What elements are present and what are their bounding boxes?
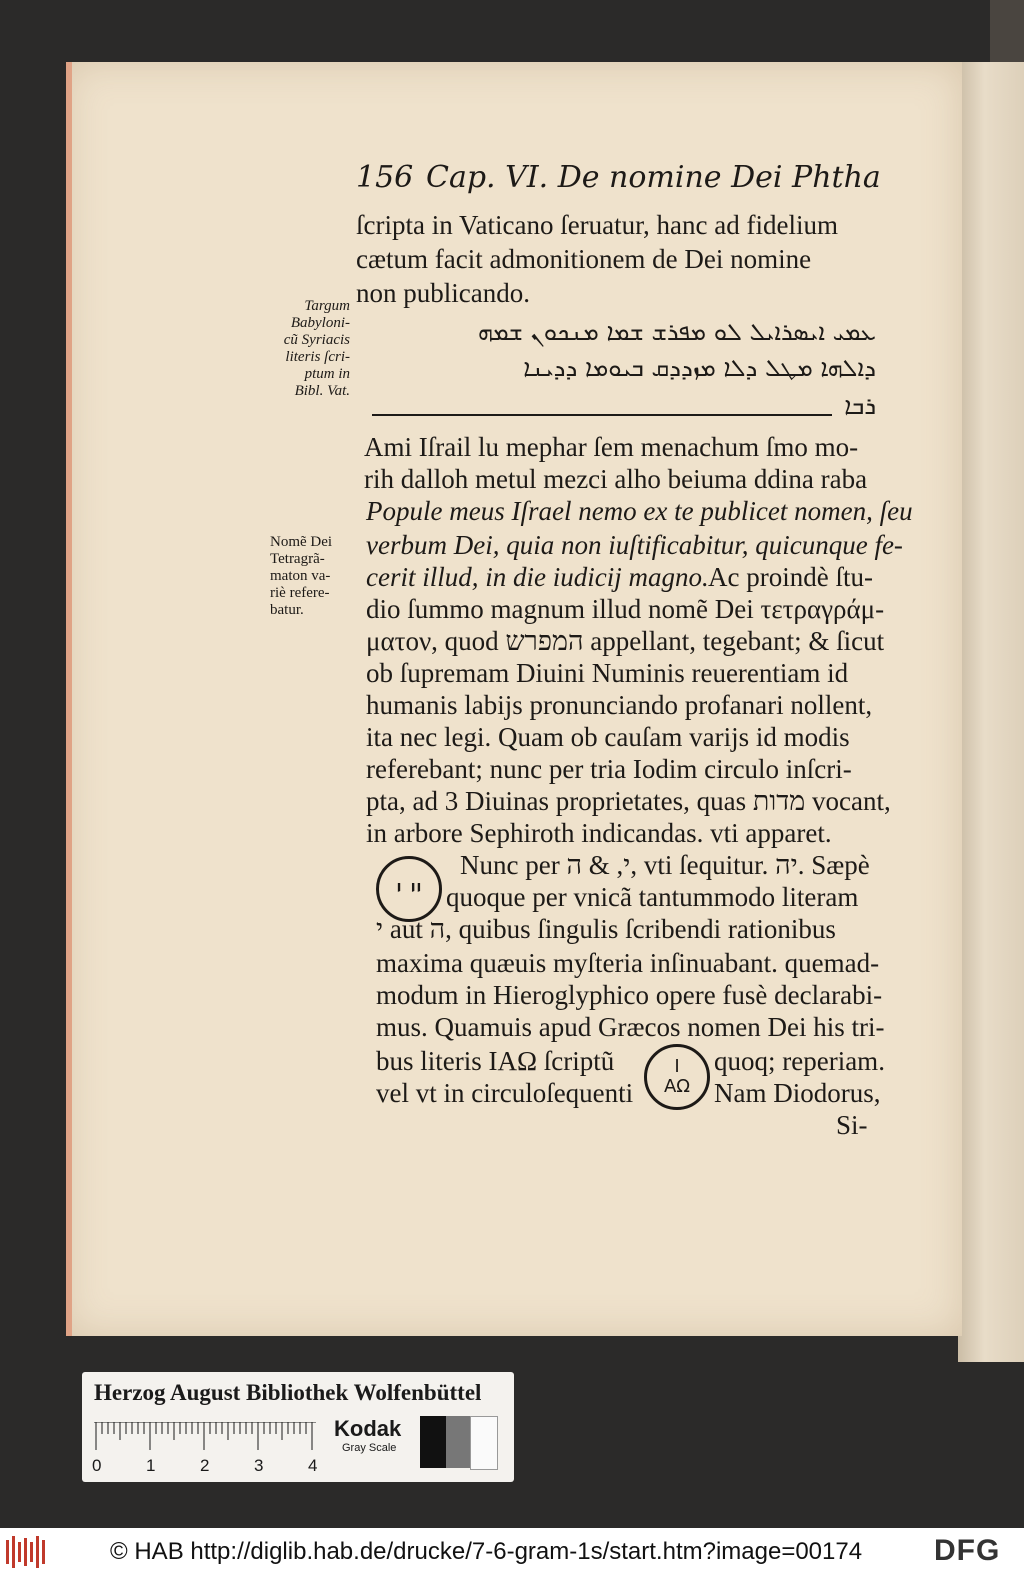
adjacent-page-edge — [958, 62, 1024, 1362]
page-edge-tint — [66, 62, 72, 1336]
text-line: י aut ה, quibus ſingulis ſcribendi rationibus — [376, 914, 836, 944]
ruler-scale-icon — [94, 1422, 316, 1452]
text-line: quoq; reperiam. — [714, 1046, 885, 1076]
text-line: ita nec legi. Quam ob cauſam varijs id modis — [366, 722, 850, 752]
margin-note-tetragrammaton: Nomẽ Dei Tetragrã- maton va- riè refere- batur. — [270, 534, 333, 618]
text-line: Ac proindè ſtu- — [708, 562, 873, 592]
text-line: in arbore Sephiroth indicandas. vti apparet. — [366, 818, 832, 848]
footer-bar — [0, 1528, 1024, 1577]
iao-circle-icon — [644, 1044, 710, 1110]
gray-swatch-mid — [446, 1416, 470, 1468]
syriac-line: ܕܐܠܗܐ ܡܛܠ ܕܠܐ ܡܙܕܕܩ ܒܝܘܡܐ ܕܕܝܢܐ — [523, 354, 876, 382]
color-target-card — [82, 1372, 514, 1482]
barcode-logo-icon — [6, 1536, 48, 1568]
ruler-number: 4 — [308, 1456, 318, 1475]
ruler-number: 2 — [200, 1456, 210, 1475]
running-title: Cap. VI. De nomine Dei Phtha — [426, 160, 881, 195]
page-number: 156 — [356, 160, 414, 195]
text-line: bus literis ΙΑΩ ſcriptũ — [376, 1046, 615, 1076]
text-line: ob ſupremam Diuini Numinis reuerentiam id — [366, 658, 849, 688]
text-line: Nunc per י, & ה, vti ſequitur. יה. Sæpè — [460, 850, 870, 880]
text-line: humanis labijs pronunciando profanari nollent, — [366, 690, 873, 720]
italic-line: verbum Dei, quia non iuſtificabitur, quicunque fe- — [366, 530, 903, 560]
text-line: modum in Hieroglyphico opere fusè declarabi- — [376, 980, 883, 1010]
text-line: ſcripta in Vaticano ſeruatur, hanc ad fidelium — [356, 210, 838, 240]
ruler-number: 1 — [146, 1456, 156, 1475]
italic-line: cerit illud, in die iudicij magno. — [366, 562, 709, 592]
text-line: ματον, quod המפרש appellant, tegebant; & ſicut — [366, 626, 885, 656]
text-line: Nam Diodorus, — [714, 1078, 881, 1108]
ruler-number: 3 — [254, 1456, 264, 1475]
text-line: maxima quæuis myſteria inſinuabant. quemad- — [376, 948, 880, 978]
text-line: cætum facit admonitionem de Dei nomine — [356, 244, 812, 274]
text-line: Ami Iſrail lu mephar ſem menachum ſmo mo- — [364, 432, 859, 462]
gray-scale-label: Gray Scale — [342, 1442, 397, 1454]
italic-line: Popule meus Iſrael nemo ex te publicet nomen, ſeu — [366, 496, 913, 526]
dfg-logo: DFG — [934, 1534, 1001, 1567]
text-line: non publicando. — [356, 278, 530, 308]
text-line: dio ſummo magnum illud nomẽ Dei τετραγράμ- — [366, 594, 885, 624]
syriac-line: ܥܡܝ ܐܝܣܪܐܝܠ ܠܘ ܡܦܪܫ ܫܡܐ ܡܢܟܘܢ ܫܡܗ — [477, 318, 876, 346]
three-yods-circle-icon — [376, 856, 442, 922]
ornament-yods: יי י — [396, 874, 422, 904]
text-line: vel vt in circuloſequenti — [376, 1078, 634, 1108]
gray-swatch-white — [470, 1416, 498, 1470]
background-edge — [990, 0, 1024, 70]
ruler-number: 0 — [92, 1456, 102, 1475]
syriac-rule — [372, 414, 832, 416]
margin-note-targum: Targum Babyloni- cũ Syriacis literis ſcri- ptum in Bibl. Vat. — [283, 298, 350, 399]
syriac-line: ܪܒܐ — [844, 392, 876, 420]
text-line: pta, ad 3 Diuinas proprietates, quas מדות vocant, — [366, 786, 891, 816]
library-name: Herzog August Bibliothek Wolfenbüttel — [94, 1380, 482, 1405]
text-line: referebant; nunc per tria Iodim circulo inſcri- — [366, 754, 852, 784]
catchword: Si- — [836, 1110, 868, 1140]
text-line: rih dalloh metul mezci alho beiuma ddina raba — [364, 464, 868, 494]
text-line: mus. Quamuis apud Græcos nomen Dei his tri- — [376, 1012, 885, 1042]
ornament-iao-bottom: ΑΩ — [663, 1076, 691, 1097]
kodak-brand: Kodak — [334, 1416, 402, 1441]
ornament-iao-top: I — [674, 1056, 680, 1077]
copyright-url[interactable]: © HAB http://diglib.hab.de/drucke/7-6-gram-1s/start.htm?image=00174 — [110, 1538, 863, 1565]
gray-swatch-black — [420, 1416, 446, 1468]
text-line: quoque per vnicã tantummodo literam — [446, 882, 859, 912]
